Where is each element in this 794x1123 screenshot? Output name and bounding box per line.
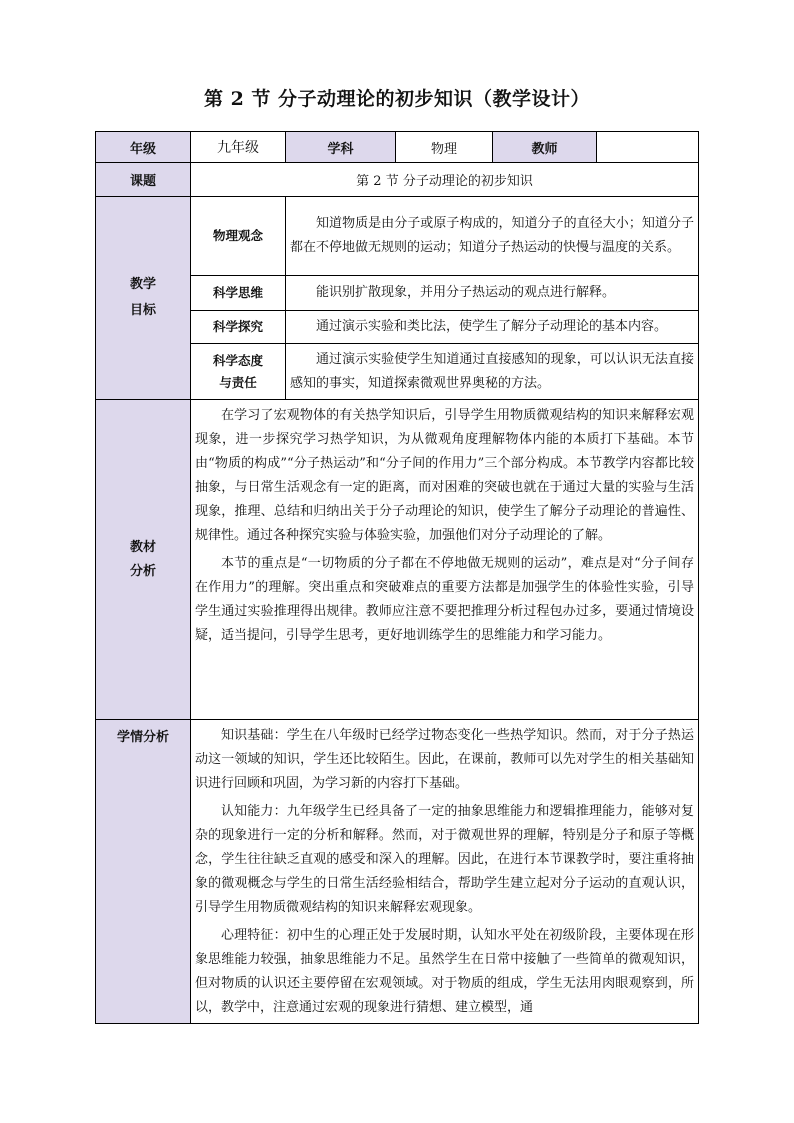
- grade-label: 年级: [96, 132, 191, 163]
- subject-value: 物理: [396, 132, 493, 163]
- material-paragraph: 本节的重点是“一切物质的分子都在不停地做无规则的运动”，难点是对“分子间存在作用力”的理解。突出重点和突破难点的重要方法都是加强学生的体验性实验，引导学生通过实验推理得出规律。教师应注意不要把推理分析过程包办过多，要通过情境设疑，适当提问，引导学生思考，更好地训练学生的思维能力和学习能力。: [195, 556, 694, 643]
- goal-text: 通过演示实验和类比法，使学生了解分子动理论的基本内容。: [316, 319, 668, 334]
- goal-text-cell: [286, 197, 699, 276]
- learners-paragraph: 知识基础：学生在八年级时已经学过物态变化一些热学知识。然而，对于分子热运动这一领域的知识，学生还比较陌生。因此，在课前，教师可以先对学生的相关基础知识进行回顾和巩固，为学习新的内容打下基础。: [195, 728, 694, 791]
- learners-paragraph: 心理特征：初中生的心理正处于发展时期，认知水平处在初级阶段，主要体现在形象思维能力较强，抽象思维能力不足。虽然学生在日常中接触了一些简单的微观知识，但对物质的认识还主要停留在宏观领域。对于物质的组成，学生无法用肉眼观察到，所以，教学中，注意通过宏观的现象进行猜想、建立模型，通: [195, 928, 694, 1015]
- teacher-value: [597, 132, 699, 163]
- goal-text: 能识别扩散现象，并用分子热运动的观点进行解释。: [316, 285, 616, 300]
- teacher-label: 教师: [493, 132, 597, 163]
- material-label-line1: 教材: [129, 539, 156, 555]
- goal-text: 通过演示实验使学生知道通过直接感知的现象，可以认识无法直接感知的事实，知道探索微观世界奥秘的方法。: [290, 351, 694, 391]
- goal-text-cell: [286, 344, 699, 400]
- material-content: [191, 400, 699, 720]
- goal-name-line1: 科学态度: [212, 352, 263, 368]
- subject-label: 学科: [286, 132, 396, 163]
- learners-content: [191, 720, 699, 1024]
- learners-row: [96, 720, 699, 1024]
- material-label: [96, 400, 191, 720]
- learners-label: 学情分析: [96, 720, 191, 1024]
- goal-text: 知道物质是由分子或原子构成的，知道分子的直径大小；知道分子都在不停地做无规则的运动；知道分子热运动的快慢与温度的关系。: [290, 216, 694, 255]
- goal-text-cell: [286, 276, 699, 311]
- grade-value: 九年级: [191, 132, 286, 163]
- learners-paragraph: 认知能力：九年级学生已经具备了一定的抽象思维能力和逻辑推理能力，能够对复杂的现象进行一定的分析和解释。然而，对于微观世界的理解，特别是分子和原子等概念，学生往往缺乏直观的感受和深入的理解。因此，在进行本节课教学时，要注重将抽象的微观概念与学生的日常生活经验相结合，帮助学生建立起对分子运动的直观认识，引导学生用物质微观结构的知识来解释宏观现象。: [195, 804, 694, 915]
- goal-name-line2: 与责任: [219, 374, 257, 390]
- goal-row-1: [96, 197, 699, 276]
- goal-name: 科学思维: [191, 276, 286, 311]
- topic-row: [96, 163, 699, 197]
- goal-text-cell: [286, 311, 699, 344]
- material-row: [96, 400, 699, 720]
- material-paragraph: 在学习了宏观物体的有关热学知识后，引导学生用物质微观结构的知识来解释宏观现象，进一步探究学习热学知识，为从微观角度理解物体内能的本质打下基础。本节由“物质的构成”“分子热运动”和“分子间的作用力”三个部分构成。本节教学内容都比较抽象，与日常生活观念有一定的距离，而对困难的突破也就在于通过大量的实验与生活现象，推理、总结和归纳出关于分子动理论的知识，使学生了解分子动理论的普遍性、规律性。通过各种探究实验与体验实验，加强他们对分子动理论的了解。: [195, 408, 694, 543]
- topic-value: 第 2 节 分子动理论的初步知识: [191, 163, 699, 197]
- goals-label-line2: 目标: [129, 303, 156, 318]
- goal-name: 科学探究: [191, 311, 286, 344]
- topic-label: 课题: [96, 163, 191, 197]
- material-label-line2: 分析: [129, 563, 156, 579]
- goals-label: [96, 197, 191, 400]
- header-row: [96, 132, 699, 163]
- goals-label-line1: 教学: [129, 277, 156, 292]
- document-title: 第 2 节 分子动理论的初步知识（教学设计）: [203, 88, 591, 110]
- lesson-plan-table: [95, 131, 699, 1024]
- goal-name-multiline: [191, 344, 286, 400]
- goal-name: 物理观念: [191, 197, 286, 276]
